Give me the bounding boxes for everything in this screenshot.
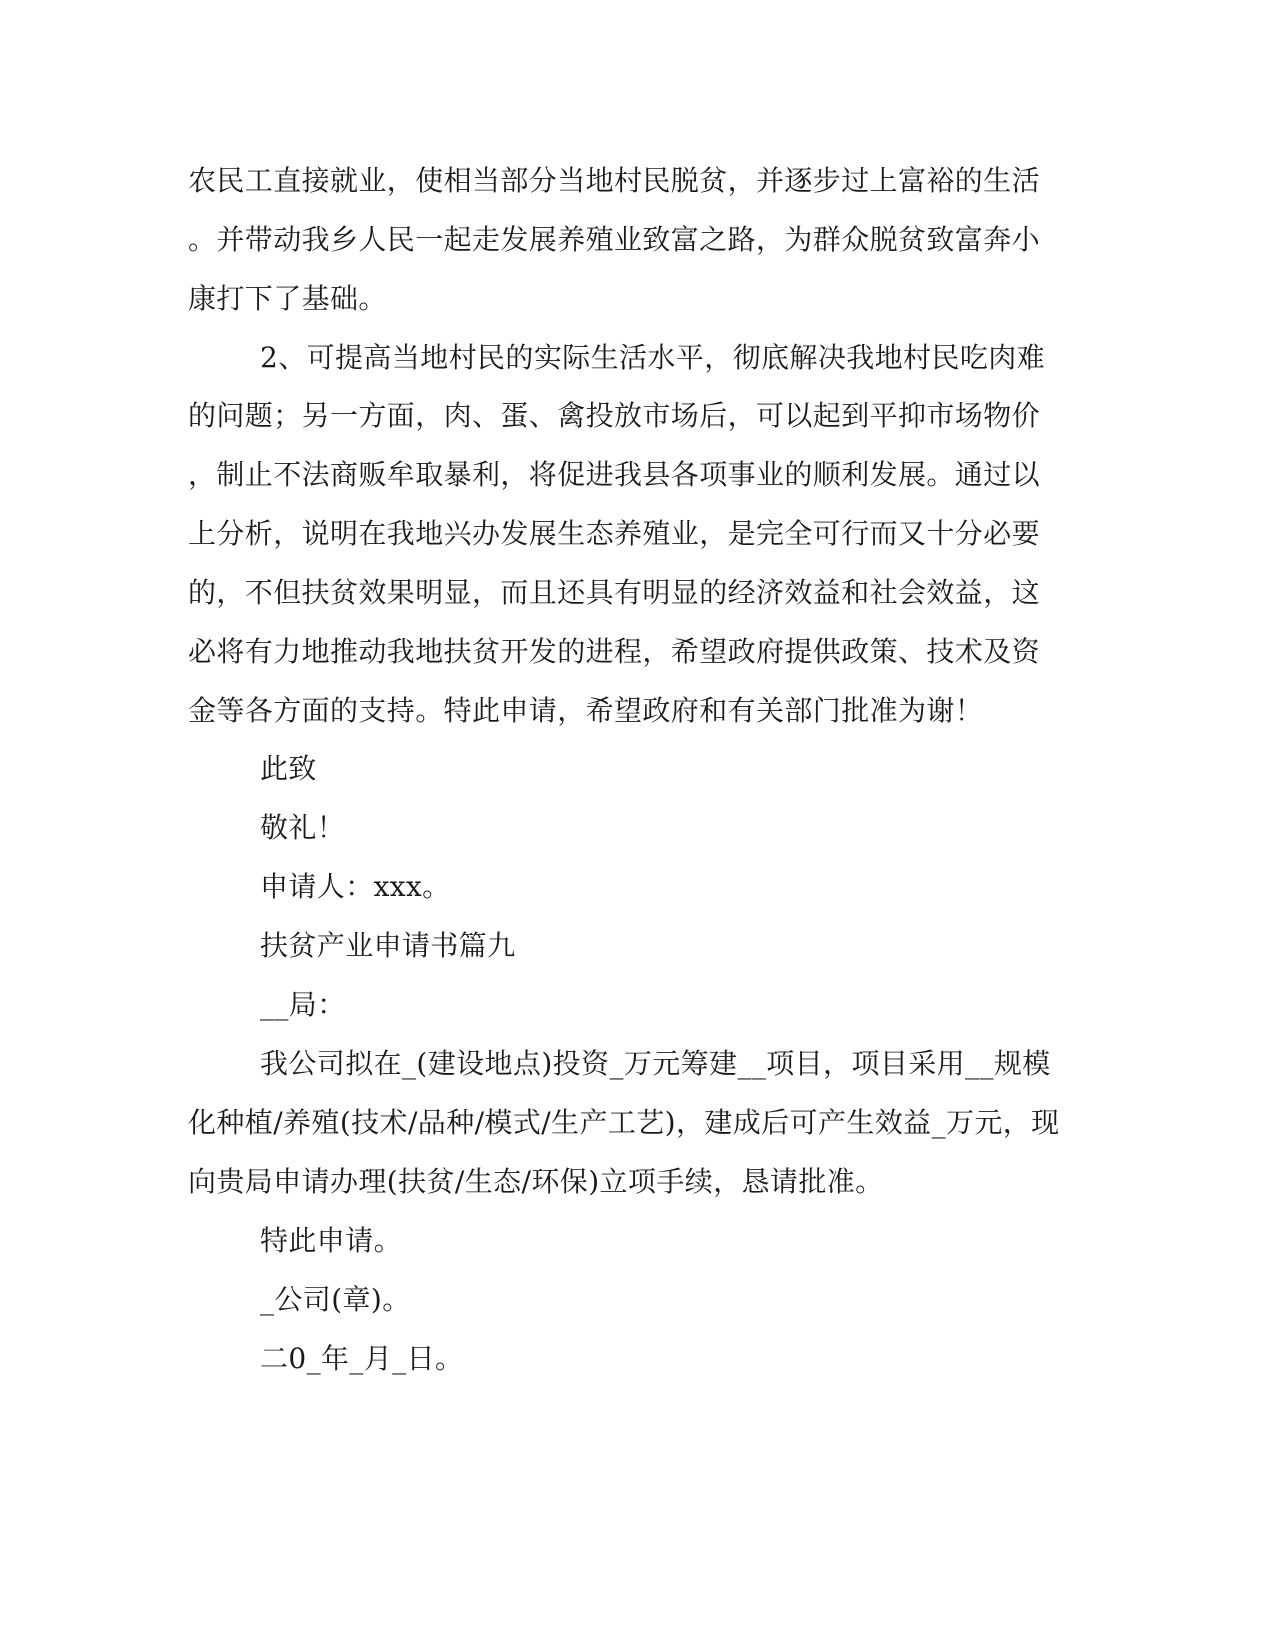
applicant-line: 申请人：xxx。 — [260, 870, 451, 903]
body-text-line: ，制止不法商贩牟取暴利，将促进我县各项事业的顺利发展。通过以 — [188, 458, 1041, 491]
salutation-line: 敬礼！ — [260, 811, 346, 844]
company-seal-line: _公司(章)。 — [260, 1283, 411, 1316]
body-text-line: 农民工直接就业，使相当部分当地村民脱贫，并逐步过上富裕的生活 — [188, 164, 1041, 197]
body-text-line: 。并带动我乡人民一起走发展养殖业致富之路，为群众脱贫致富奔小 — [188, 223, 1041, 256]
salutation-line: 此致 — [260, 752, 317, 785]
body-text-line: 康打下了基础。 — [188, 282, 387, 315]
body-text-line: 2、可提高当地村民的实际生活水平，彻底解决我地村民吃肉难 — [260, 341, 1046, 374]
addressee-line: __局： — [260, 988, 346, 1021]
body-text-line: 的问题；另一方面，肉、蛋、禽投放市场后，可以起到平抑市场物价 — [188, 399, 1041, 432]
body-text-line: 的，不但扶贫效果明显，而且还具有明显的经济效益和社会效益，这 — [188, 576, 1041, 609]
body-text-line: 必将有力地推动我地扶贫开发的进程，希望政府提供政策、技术及资 — [188, 635, 1041, 668]
body-text-line: 我公司拟在_(建设地点)投资_万元筹建__项目，项目采用__规模 — [260, 1047, 1051, 1080]
date-line: 二0_年_月_日。 — [260, 1342, 464, 1375]
section-heading: 扶贫产业申请书篇九 — [260, 929, 516, 962]
body-text-line: 向贵局申请办理(扶贫/生态/环保)立项手续，恳请批准。 — [188, 1165, 884, 1198]
body-text-line: 化种植/养殖(技术/品种/模式/生产工艺)，建成后可产生效益_万元，现 — [188, 1106, 1060, 1139]
body-text-line: 上分析，说明在我地兴办发展生态养殖业，是完全可行而又十分必要 — [188, 517, 1041, 550]
body-text-line: 金等各方面的支持。特此申请，希望政府和有关部门批准为谢！ — [188, 694, 984, 727]
closing-line: 特此申请。 — [260, 1224, 403, 1257]
